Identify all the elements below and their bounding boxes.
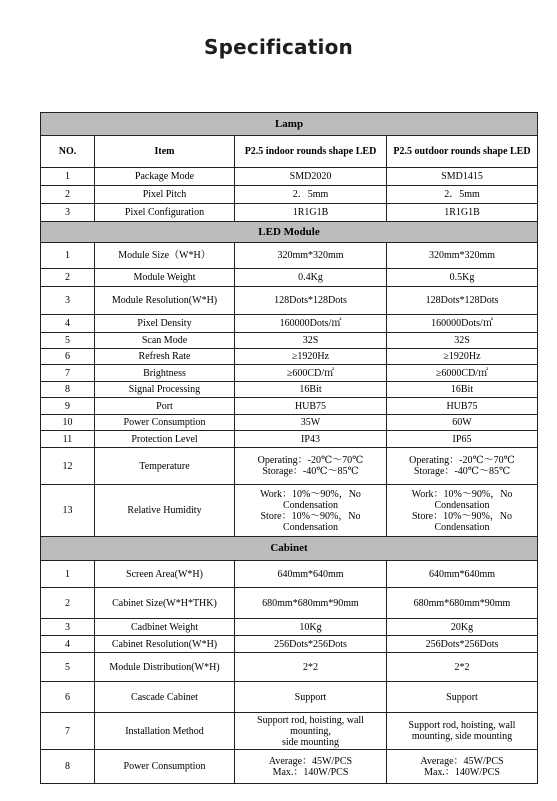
row-no: 8 bbox=[41, 750, 95, 784]
row-no: 9 bbox=[41, 398, 95, 415]
row-item: Cascade Cabinet bbox=[95, 682, 235, 713]
row-item: Module Resolution(W*H) bbox=[95, 287, 235, 315]
table-row bbox=[41, 485, 538, 537]
row-indoor-value: Work：10%～90%，No Condensation Store：10%～90%，No Condensation bbox=[235, 485, 387, 537]
table-row bbox=[41, 287, 538, 315]
row-indoor-value: 35W bbox=[235, 415, 387, 431]
row-outdoor-value: 320mm*320mm bbox=[387, 243, 538, 269]
row-indoor-value: 2．5mm bbox=[235, 186, 387, 204]
table-row bbox=[41, 382, 538, 398]
row-no: 1 bbox=[41, 243, 95, 269]
column-header-item: Item bbox=[95, 136, 235, 168]
row-indoor-value: 2*2 bbox=[235, 653, 387, 682]
table-row bbox=[41, 415, 538, 431]
row-no: 1 bbox=[41, 561, 95, 588]
row-item: Signal Processing bbox=[95, 382, 235, 398]
row-item: Power Consumption bbox=[95, 415, 235, 431]
row-outdoor-value: 256Dots*256Dots bbox=[387, 636, 538, 653]
row-indoor-value: IP43 bbox=[235, 431, 387, 448]
row-outdoor-value: Support bbox=[387, 682, 538, 713]
row-outdoor-value: HUB75 bbox=[387, 398, 538, 415]
row-item: Refresh Rate bbox=[95, 349, 235, 365]
row-indoor-value: Support bbox=[235, 682, 387, 713]
table-row bbox=[41, 243, 538, 269]
table-row bbox=[41, 588, 538, 619]
section-header-led-module bbox=[41, 222, 538, 243]
row-item: Port bbox=[95, 398, 235, 415]
row-no: 5 bbox=[41, 333, 95, 349]
row-indoor-value: Support rod, hoisting, wall mounting, side mounting bbox=[235, 713, 387, 750]
table-row bbox=[41, 315, 538, 333]
row-indoor-value: 640mm*640mm bbox=[235, 561, 387, 588]
table-row bbox=[41, 204, 538, 222]
row-outdoor-value: 640mm*640mm bbox=[387, 561, 538, 588]
row-outdoor-value: 60W bbox=[387, 415, 538, 431]
row-outdoor-value: Average：45W/PCS Max.：140W/PCS bbox=[387, 750, 538, 784]
row-item: Installation Method bbox=[95, 713, 235, 750]
table-row bbox=[41, 713, 538, 750]
row-outdoor-value: 16Bit bbox=[387, 382, 538, 398]
row-outdoor-value: ≥1920Hz bbox=[387, 349, 538, 365]
row-item: Scan Mode bbox=[95, 333, 235, 349]
row-indoor-value: 1R1G1B bbox=[235, 204, 387, 222]
table-row bbox=[41, 186, 538, 204]
row-indoor-value: Operating：-20℃～70℃ Storage：-40℃～85℃ bbox=[235, 448, 387, 485]
row-item: Temperature bbox=[95, 448, 235, 485]
row-item: Cabinet Resolution(W*H) bbox=[95, 636, 235, 653]
row-indoor-value: 320mm*320mm bbox=[235, 243, 387, 269]
row-no: 11 bbox=[41, 431, 95, 448]
row-no: 13 bbox=[41, 485, 95, 537]
row-no: 2 bbox=[41, 186, 95, 204]
table-row bbox=[41, 349, 538, 365]
row-no: 2 bbox=[41, 269, 95, 287]
column-header-row bbox=[41, 136, 538, 168]
row-indoor-value: 32S bbox=[235, 333, 387, 349]
row-no: 6 bbox=[41, 682, 95, 713]
table-row bbox=[41, 561, 538, 588]
table-row bbox=[41, 168, 538, 186]
row-outdoor-value: SMD1415 bbox=[387, 168, 538, 186]
table-row bbox=[41, 750, 538, 784]
row-no: 7 bbox=[41, 713, 95, 750]
row-no: 4 bbox=[41, 636, 95, 653]
row-outdoor-value: 128Dots*128Dots bbox=[387, 287, 538, 315]
row-no: 3 bbox=[41, 204, 95, 222]
row-no: 3 bbox=[41, 619, 95, 636]
row-indoor-value: 680mm*680mm*90mm bbox=[235, 588, 387, 619]
row-indoor-value: ≥600CD/㎡ bbox=[235, 365, 387, 382]
section-title: LED Module bbox=[41, 222, 538, 243]
table-row bbox=[41, 333, 538, 349]
row-outdoor-value: 2．5mm bbox=[387, 186, 538, 204]
row-indoor-value: 16Bit bbox=[235, 382, 387, 398]
row-indoor-value: 160000Dots/㎡ bbox=[235, 315, 387, 333]
table-row bbox=[41, 398, 538, 415]
row-item: Relative Humidity bbox=[95, 485, 235, 537]
row-item: Pixel Density bbox=[95, 315, 235, 333]
row-item: Module Size（W*H） bbox=[95, 243, 235, 269]
row-outdoor-value: 32S bbox=[387, 333, 538, 349]
row-item: Module Distribution(W*H) bbox=[95, 653, 235, 682]
row-outdoor-value: ≥6000CD/㎡ bbox=[387, 365, 538, 382]
table-row bbox=[41, 365, 538, 382]
row-no: 8 bbox=[41, 382, 95, 398]
row-outdoor-value: 2*2 bbox=[387, 653, 538, 682]
row-indoor-value: ≥1920Hz bbox=[235, 349, 387, 365]
row-indoor-value: 256Dots*256Dots bbox=[235, 636, 387, 653]
section-title: Cabinet bbox=[41, 537, 538, 561]
row-no: 10 bbox=[41, 415, 95, 431]
row-indoor-value: 10Kg bbox=[235, 619, 387, 636]
section-header-cabinet bbox=[41, 537, 538, 561]
row-item: Brightness bbox=[95, 365, 235, 382]
row-item: Pixel Pitch bbox=[95, 186, 235, 204]
row-no: 12 bbox=[41, 448, 95, 485]
table-row bbox=[41, 682, 538, 713]
row-outdoor-value: IP65 bbox=[387, 431, 538, 448]
column-header-no: NO. bbox=[41, 136, 95, 168]
row-no: 5 bbox=[41, 653, 95, 682]
row-item: Pixel Configuration bbox=[95, 204, 235, 222]
spec-table bbox=[40, 112, 538, 784]
row-indoor-value: SMD2020 bbox=[235, 168, 387, 186]
section-header-lamp bbox=[41, 113, 538, 136]
row-no: 3 bbox=[41, 287, 95, 315]
row-no: 6 bbox=[41, 349, 95, 365]
row-outdoor-value: 1R1G1B bbox=[387, 204, 538, 222]
page-title: Specification bbox=[204, 35, 353, 59]
table-row bbox=[41, 269, 538, 287]
row-item: Cadbinet Weight bbox=[95, 619, 235, 636]
row-no: 2 bbox=[41, 588, 95, 619]
row-no: 7 bbox=[41, 365, 95, 382]
row-outdoor-value: 680mm*680mm*90mm bbox=[387, 588, 538, 619]
table-row bbox=[41, 448, 538, 485]
table-row bbox=[41, 431, 538, 448]
row-outdoor-value: 0.5Kg bbox=[387, 269, 538, 287]
row-no: 4 bbox=[41, 315, 95, 333]
row-item: Power Consumption bbox=[95, 750, 235, 784]
row-indoor-value: Average：45W/PCS Max.：140W/PCS bbox=[235, 750, 387, 784]
row-item: Cabinet Size(W*H*THK) bbox=[95, 588, 235, 619]
row-indoor-value: 0.4Kg bbox=[235, 269, 387, 287]
section-title: Lamp bbox=[41, 113, 538, 136]
row-outdoor-value: Work：10%～90%，No Condensation Store：10%～90%，No Condensation bbox=[387, 485, 538, 537]
row-indoor-value: 128Dots*128Dots bbox=[235, 287, 387, 315]
row-item: Protection Level bbox=[95, 431, 235, 448]
row-indoor-value: HUB75 bbox=[235, 398, 387, 415]
row-outdoor-value: 160000Dots/㎡ bbox=[387, 315, 538, 333]
row-outdoor-value: Support rod, hoisting, wall mounting, side mounting bbox=[387, 713, 538, 750]
row-no: 1 bbox=[41, 168, 95, 186]
table-row bbox=[41, 619, 538, 636]
column-header-outdoor: P2.5 outdoor rounds shape LED bbox=[387, 136, 538, 168]
row-outdoor-value: 20Kg bbox=[387, 619, 538, 636]
row-outdoor-value: Operating：-20℃～70℃ Storage：-40℃～85℃ bbox=[387, 448, 538, 485]
column-header-indoor: P2.5 indoor rounds shape LED bbox=[235, 136, 387, 168]
table-row bbox=[41, 653, 538, 682]
row-item: Module Weight bbox=[95, 269, 235, 287]
row-item: Screen Area(W*H) bbox=[95, 561, 235, 588]
row-item: Package Mode bbox=[95, 168, 235, 186]
table-row bbox=[41, 636, 538, 653]
